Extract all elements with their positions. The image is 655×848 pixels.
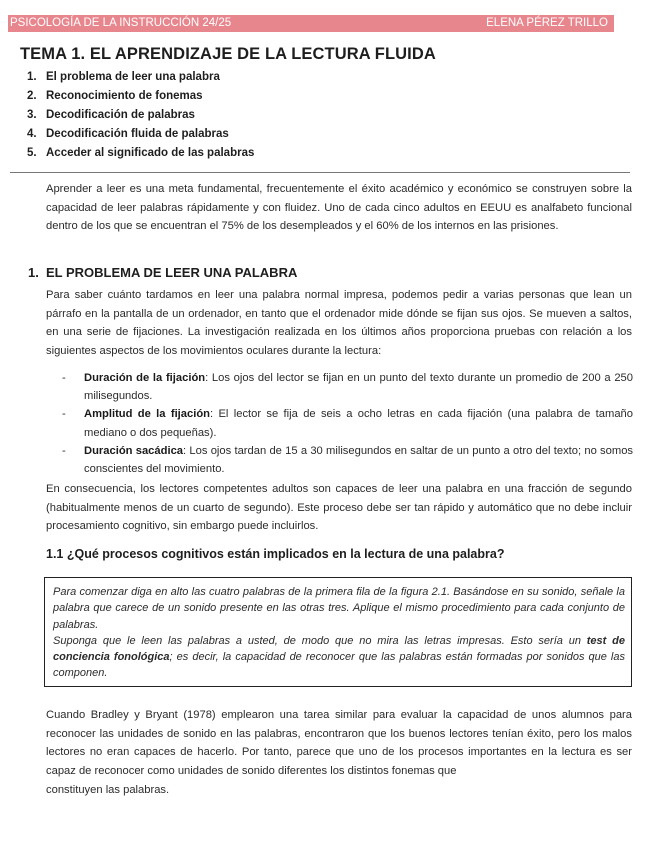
key-term: test de conciencia fonológica: [53, 634, 625, 664]
subsection-heading: 1.1 ¿Qué procesos cognitivos están implicados en la lectura de una palabra?: [46, 547, 505, 561]
list-item-term: Amplitud de la fijación: [84, 408, 211, 421]
list-item-text: : Los ojos tardan de 15 a 30 milisegundos en saltar de un punto a otro del texto; no somos conscientes del movimiento.: [84, 444, 634, 476]
list-item: - Amplitud de la fijación: El lector se fija de seis a ocho letras en cada fijación (una palabra de tamaño mediano o dos pequeñas).: [62, 408, 633, 439]
header-course: PSICOLOGÍA DE LA INSTRUCCIÓN 24/25: [10, 17, 232, 29]
eye-movement-list: [62, 369, 633, 478]
toc-item: 5. Acceder al significado de las palabras: [27, 147, 255, 159]
list-item: - Duración sacádica: Los ojos tardan de 15 a 30 milisegundos en saltar de un punto a otro del texto; no somos conscientes del movimiento.: [62, 444, 634, 476]
toc-item-label: El problema de leer una palabra: [46, 71, 220, 83]
running-header: [8, 15, 614, 32]
section-heading: 1. EL PROBLEMA DE LEER UNA PALABRA: [28, 265, 298, 280]
toc-item-label: Acceder al significado de las palabras: [46, 147, 255, 159]
toc-item: 3. Decodificación de palabras: [27, 109, 195, 121]
page-title: TEMA 1. EL APRENDIZAJE DE LA LECTURA FLUIDA: [20, 45, 436, 63]
toc-item: 2. Reconocimiento de fonemas: [27, 90, 203, 102]
intro-paragraph: Aprender a leer es una meta fundamental, frecuentemente el éxito académico y económico se construyen sobre la capacidad de leer palabras rápidamente y con fluidez. Uno de cada cinco adultos en EEUU es analfabeto funcional dentro de los que se encuentran el 75% de los desempleados y el 60% de los internos en las prisiones.: [46, 183, 632, 233]
list-item-text: : El lector se fija de seis a ocho letras en cada fijación (una palabra de tamaño mediano o dos pequeñas).: [84, 408, 633, 439]
divider: [10, 172, 630, 173]
header-author: ELENA PÉREZ TRILLO: [486, 17, 608, 29]
activity-box-instructions: Para comenzar diga en alto las cuatro palabras de la primera fila de la figura 2.1. Basándose en su sonido, señale la palabra que carece de un sonido presente en las otras tres. Aplique el mismo procedimiento para cada conjunto de palabras.: [53, 586, 625, 631]
list-item-term: Duración de la fijación: [84, 372, 206, 384]
toc-item: 4. Decodificación fluida de palabras: [27, 128, 229, 140]
activity-box-explanation: Suponga que le leen las palabras a usted, de modo que no mira las letras impresas. Esto sería un test de conciencia fonológica; es decir, la capacidad de reconocer que las palabras están formadas por sonidos que las componen.: [53, 634, 625, 680]
list-item-term: Duración sacádica: [84, 444, 184, 457]
toc-item-label: Decodificación fluida de palabras: [46, 128, 229, 140]
toc-item-label: Decodificación de palabras: [46, 109, 195, 121]
activity-box: [44, 577, 632, 687]
section-paragraph: Para saber cuánto tardamos en leer una palabra normal impresa, podemos pedir a varias personas que lean un párrafo en la pantalla de un ordenador, en tanto que el ordenador mide dónde se fijan sus ojos. Se mueven a saltos, en una serie de fijaciones. La investigación realizada en los últimos años proporciona pruebas con relación a los siguientes aspectos de los movimientos oculares durante la lectura:: [46, 289, 632, 358]
consequence-paragraph: En consecuencia, los lectores competentes adultos son capaces de leer una palabra en una fracción de segundo (habitualmente menos de un cuarto de segundo). Este proceso debe ser tan rápido y automático que no debe incluir procesamiento cognitivo, sin embargo puede incluirlos.: [46, 483, 632, 533]
table-of-contents: [27, 69, 254, 164]
section-heading-label: EL PROBLEMA DE LEER UNA PALABRA: [46, 265, 298, 280]
list-item: - Duración de la fijación: Los ojos del lector se fijan en un punto del texto durante un promedio de 200 a 250 milisegundos.: [62, 372, 634, 403]
toc-item: 1. El problema de leer una palabra: [27, 71, 220, 83]
toc-item-label: Reconocimiento de fonemas: [46, 90, 203, 102]
final-paragraph: Cuando Bradley y Bryant (1978) emplearon una tarea similar para evaluar la capacidad de unos alumnos para reconocer las unidades de sonido en las palabras, encontraron que los buenos lectores tenían éxito, pero los malos lectores no eran capaces de hacerlo. Por tanto, parece que uno de los procesos importantes en la lectura es ser capaz de reconocer como unidades de sonido diferentes los distintos fonemas que constituyen las palabras.: [46, 709, 632, 796]
list-item-text: : Los ojos del lector se fijan en un punto del texto durante un promedio de 200 a 250 milisegundos.: [84, 372, 634, 403]
